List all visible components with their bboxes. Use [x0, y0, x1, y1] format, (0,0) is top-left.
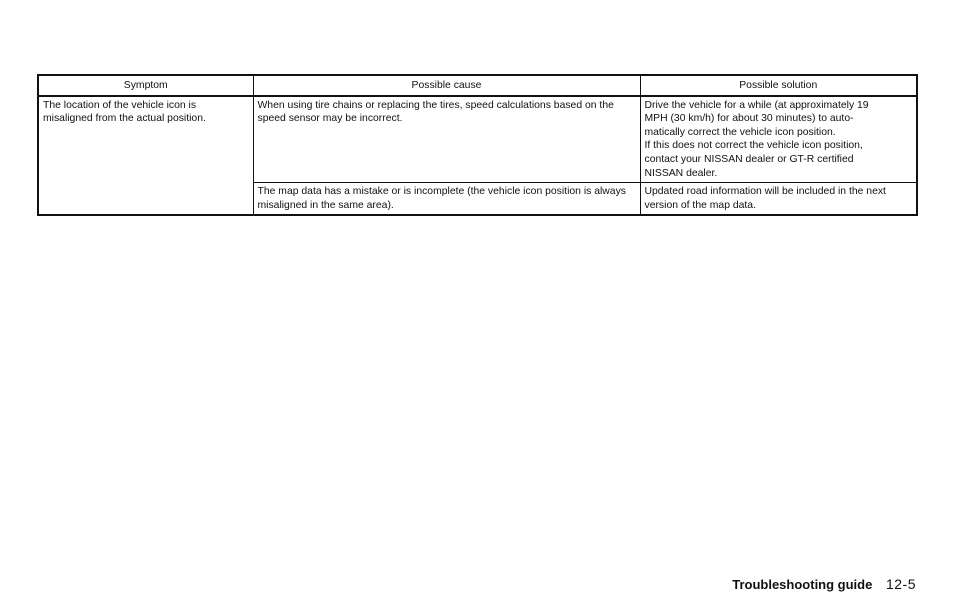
header-possible-solution: Possible solution — [640, 75, 917, 96]
solution-line: Drive the vehicle for a while (at approximately 19 — [644, 99, 869, 111]
cause-cell: When using tire chains or replacing the tires, speed calculations based on the speed sensor may be incorrect. — [253, 96, 640, 183]
table-header-row — [38, 75, 917, 96]
page-footer — [732, 576, 916, 593]
table-row — [38, 96, 917, 183]
cause-cell: The map data has a mistake or is incomplete (the vehicle icon position is always misaligned in the same area). — [253, 183, 640, 216]
solution-line: MPH (30 km/h) for about 30 minutes) to auto- — [644, 113, 854, 125]
solution-cell — [640, 96, 917, 183]
troubleshooting-table — [37, 74, 918, 216]
section-title: Troubleshooting guide — [732, 577, 873, 592]
solution-cell: Updated road information will be included in the next version of the map data. — [640, 183, 917, 216]
page-number: 12-5 — [885, 576, 916, 592]
solution-line: contact your NISSAN dealer or GT-R certified — [644, 153, 854, 165]
header-possible-cause: Possible cause — [253, 75, 640, 96]
header-symptom: Symptom — [38, 75, 253, 96]
solution-line: matically correct the vehicle icon position. — [644, 126, 836, 138]
solution-line: If this does not correct the vehicle icon position, — [644, 140, 863, 152]
symptom-cell: The location of the vehicle icon is misaligned from the actual position. — [38, 96, 253, 216]
solution-line: NISSAN dealer. — [644, 167, 718, 179]
